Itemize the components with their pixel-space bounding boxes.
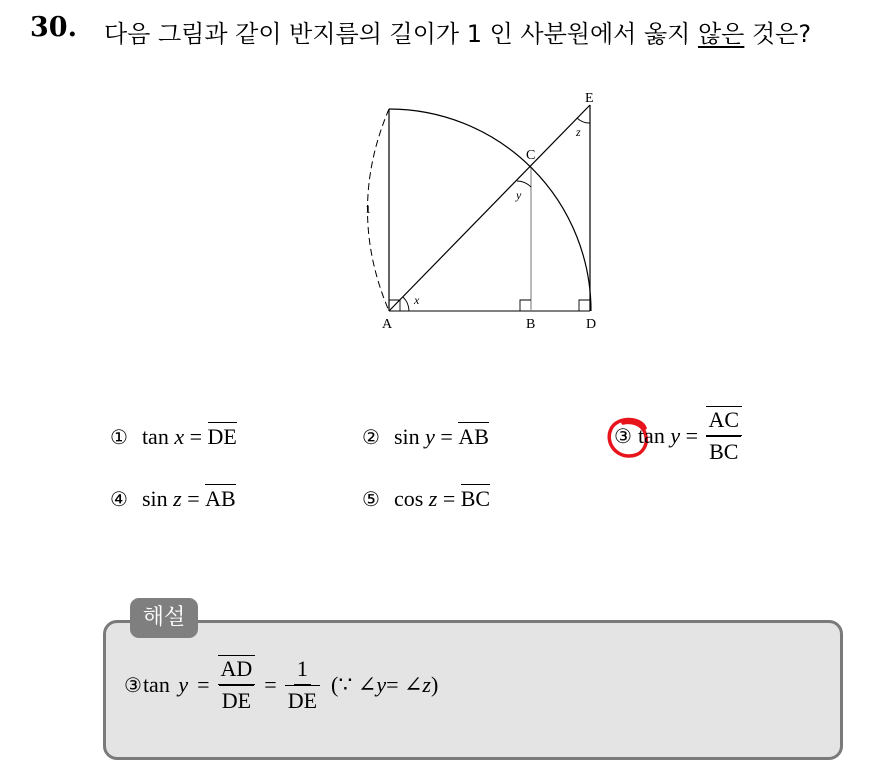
- label-z: z: [576, 125, 581, 139]
- label-d: D: [586, 317, 597, 332]
- solution-reason-var2: z: [422, 671, 431, 697]
- choice-2-marker: ②: [362, 425, 380, 449]
- solution-reason-var1: y: [376, 671, 387, 697]
- choice-1-eq: =: [189, 424, 203, 449]
- solution-func: tan: [142, 671, 170, 697]
- label-e: E: [585, 91, 594, 106]
- question-text-end: 것은?: [744, 20, 812, 48]
- choice-4-var: z: [173, 486, 182, 511]
- choice-2[interactable]: [362, 424, 489, 450]
- choice-3-fraction: [706, 406, 743, 465]
- choice-4-marker: ④: [110, 487, 128, 511]
- choice-4-rhs: AB: [205, 486, 236, 511]
- quarter-circle-figure: [340, 82, 630, 342]
- choice-3-var: y: [670, 422, 681, 448]
- choice-3-numerator: AC: [706, 406, 743, 436]
- solution-frac2-num: 1: [294, 656, 311, 685]
- choice-1-var: x: [174, 424, 185, 449]
- solution-reason-eq: = ∠: [386, 671, 423, 697]
- choice-3-eq: =: [685, 422, 699, 448]
- right-angle-b: [520, 300, 531, 311]
- solution-fraction-1: [218, 655, 256, 714]
- question-emphasis: 않은: [697, 20, 745, 48]
- choice-3-marker: ③: [614, 423, 632, 448]
- solution-frac2-den: DE: [285, 685, 320, 714]
- choice-4[interactable]: [110, 486, 236, 512]
- solution-reason-close: ): [430, 671, 439, 697]
- angle-x-arc: [403, 297, 409, 311]
- choice-5-var: z: [428, 486, 438, 511]
- choice-2-eq: =: [440, 424, 453, 449]
- choice-3-denominator: BC: [706, 436, 741, 465]
- choice-4-eq: =: [187, 486, 200, 511]
- choice-2-var: y: [425, 424, 435, 449]
- solution-tag: 해설: [130, 598, 198, 638]
- choice-1-func: tan: [141, 424, 169, 449]
- choice-4-func: sin: [141, 486, 168, 511]
- choice-3[interactable]: [614, 406, 744, 465]
- choice-5-eq: =: [442, 486, 456, 511]
- angle-y-arc: [517, 181, 531, 187]
- question-number: 30.: [30, 12, 77, 43]
- label-c: C: [526, 148, 536, 163]
- choice-1-rhs: DE: [207, 424, 237, 449]
- label-radius: 1: [365, 202, 371, 216]
- solution-eq2: =: [264, 671, 277, 697]
- choice-5-rhs: BC: [460, 486, 491, 511]
- solution-eq: =: [197, 671, 210, 697]
- solution-reason-open: (∵ ∠: [331, 671, 377, 697]
- solution-fraction-2: [285, 656, 320, 714]
- solution-frac1-num: AD: [218, 655, 256, 685]
- choice-2-func: sin: [393, 424, 420, 449]
- solution-marker: ③: [124, 672, 142, 697]
- angle-z-arc: [577, 118, 590, 123]
- label-b: B: [526, 317, 536, 332]
- choice-5-func: cos: [393, 486, 424, 511]
- choice-2-rhs: AB: [458, 424, 489, 449]
- label-x: x: [414, 293, 420, 307]
- solution-line: [124, 655, 441, 714]
- choice-1-marker: ①: [110, 425, 128, 449]
- choice-5[interactable]: [362, 486, 490, 512]
- question-text-main: 다음 그림과 같이 반지름의 길이가 1 인 사분원에서 옳지: [104, 20, 698, 48]
- choice-5-marker: ⑤: [362, 487, 380, 511]
- choice-3-func: tan: [637, 422, 665, 448]
- label-a: A: [382, 317, 393, 332]
- choice-1[interactable]: [110, 424, 237, 450]
- label-y: y: [516, 188, 522, 202]
- question-text: [104, 14, 811, 49]
- solution-frac1-den: DE: [219, 685, 254, 714]
- right-angle-d: [579, 300, 590, 311]
- solution-var: y: [178, 671, 189, 697]
